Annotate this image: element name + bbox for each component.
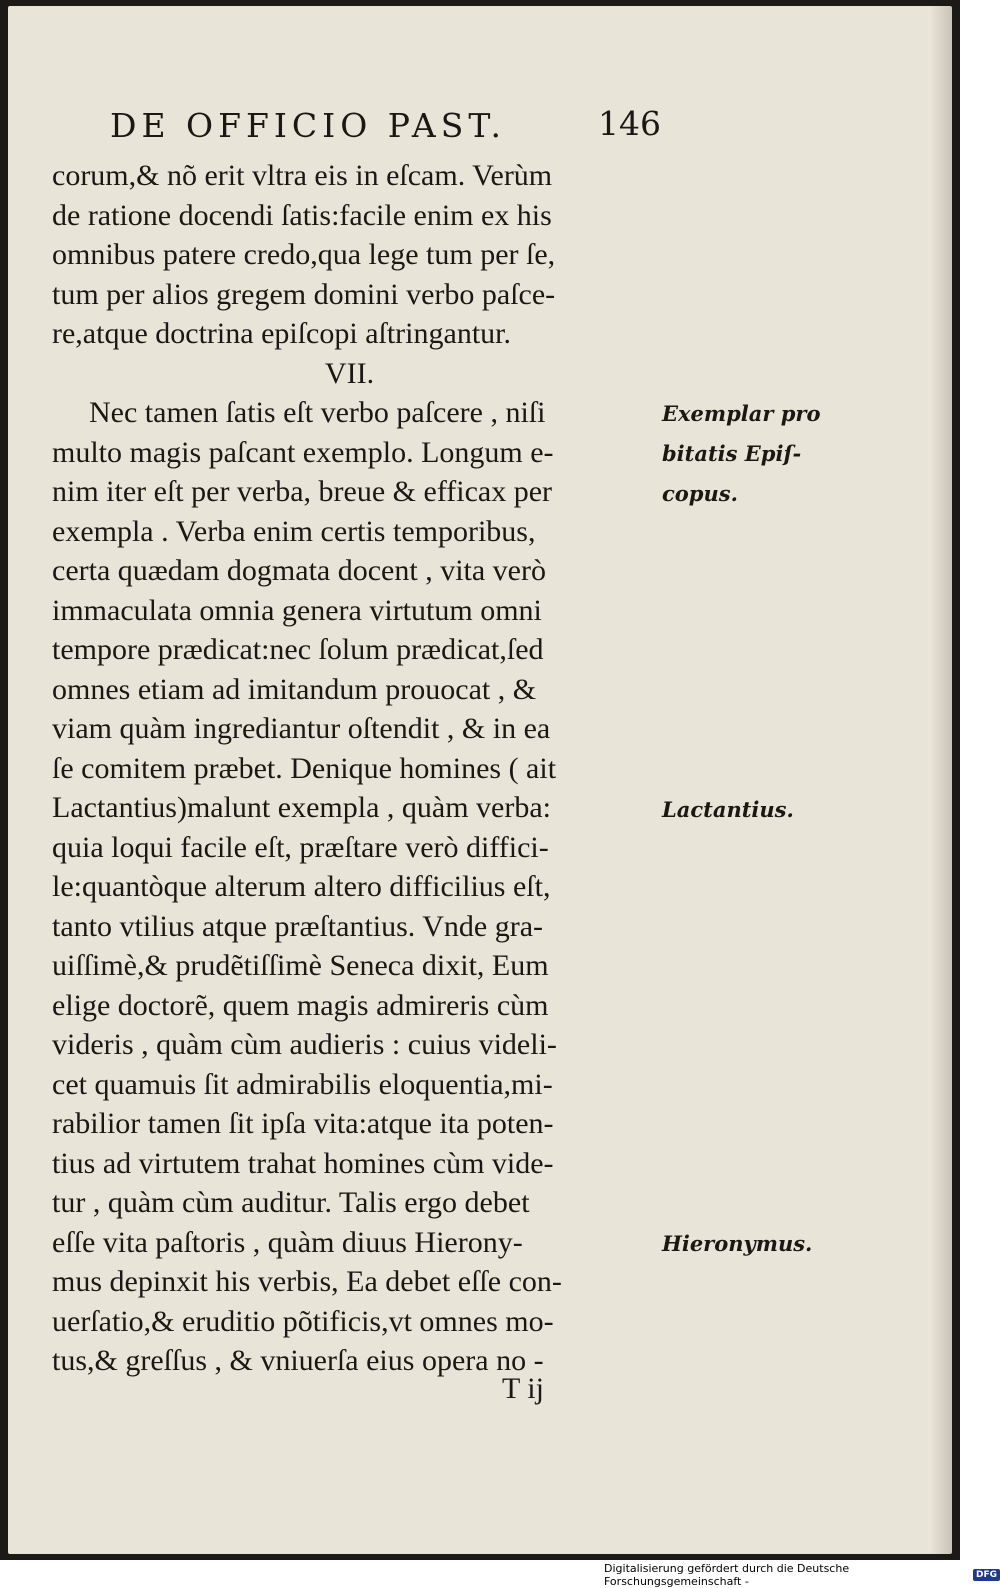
text-line: re,atque doctrina epiſcopi aſtringantur. [52, 317, 511, 350]
text-line: tempore prædicat:nec ſolum prædicat,ſed [52, 633, 544, 666]
signature-mark: T ij [502, 1372, 544, 1405]
text-line: Lactantius)malunt exempla , quàm verba: [52, 791, 551, 824]
text-line: tur , quàm cùm auditur. Talis ergo debet [52, 1186, 530, 1219]
text-line: ſe comitem præbet. Denique homines ( ait [52, 751, 557, 785]
text-line: immaculata omnia genera virtutum omni [52, 593, 542, 627]
page-edge-shadow [930, 6, 952, 1554]
page-number: 146 [598, 104, 661, 143]
marginal-note-hieronymus: Hieronymus. [662, 1231, 813, 1256]
marginal-note-lactantius: Lactantius. [662, 797, 794, 822]
text-line: nim iter eſt per verba, breue & efficax per [52, 475, 553, 508]
text-line: rabilior tamen ſit ipſa vita:atque ita poten- [52, 1107, 554, 1140]
text-line: omnes etiam ad imitandum prouocat , & [52, 672, 537, 706]
marginal-note-exemplar-3: copus. [662, 481, 738, 506]
running-head: DE OFFICIO PAST. [110, 106, 507, 145]
marginal-note-exemplar-2: bitatis Epiſ- [662, 441, 802, 466]
book-page [8, 6, 952, 1554]
text-line: Nec tamen ſatis eſt verbo paſcere , niſi [89, 396, 546, 429]
text-line: tum per alios gregem domini verbo paſce- [52, 277, 556, 311]
text-line: le:quantòque alterum altero difficilius eſt, [52, 870, 551, 903]
text-line: exempla . Verba enim certis temporibus, [52, 514, 536, 548]
text-line: mus depinxit his verbis, Ea debet eſſe con- [52, 1265, 562, 1298]
text-line: de ratione docendi ſatis:facile enim ex his [52, 198, 552, 232]
text-line: uerſatio,& eruditio põtificis,vt omnes mo- [52, 1304, 554, 1338]
digitization-footer [604, 1562, 1000, 1588]
text-line: quia loqui facile eſt, præſtare verò diffici- [52, 830, 549, 864]
text-line: eſſe vita paſtoris , quàm diuus Hierony- [52, 1225, 523, 1259]
marginal-note-exemplar-1: Exemplar pro [662, 401, 821, 426]
text-line: multo magis paſcant exemplo. Longum e- [52, 435, 554, 469]
text-line: elige doctorẽ, quem magis admireris cùm [52, 988, 549, 1022]
text-line: tius ad virtutem trahat homines cùm vide- [52, 1146, 554, 1180]
text-line: tus,& greſſus , & vniuerſa eius opera no - [52, 1344, 544, 1377]
text-line: omnibus patere credo,qua lege tum per ſe, [52, 238, 556, 271]
dfg-logo: DFG [973, 1569, 1000, 1581]
footer-credit: Digitalisierung gefördert durch die Deutsche Forschungsgemeinschaft - [604, 1562, 850, 1588]
text-line: certa quædam dogmata docent , vita verò [52, 554, 546, 587]
text-line: uiſſimè,& prudẽtiſſimè Seneca dixit, Eum [52, 949, 549, 982]
text-line: cet quamuis ſit admirabilis eloquentia,mi- [52, 1067, 553, 1101]
section-heading: VII. [324, 356, 375, 390]
page-header [8, 106, 952, 156]
text-line: corum,& nõ erit vltra eis in eſcam. Verùm [52, 159, 553, 192]
text-line: videris , quàm cùm audieris : cuius videli- [52, 1028, 557, 1061]
main-text-block [52, 156, 667, 1381]
text-line: viam quàm ingrediantur oſtendit , & in ea [52, 712, 551, 745]
text-line: tanto vtilius atque præſtantius. Vnde gra- [52, 909, 544, 943]
